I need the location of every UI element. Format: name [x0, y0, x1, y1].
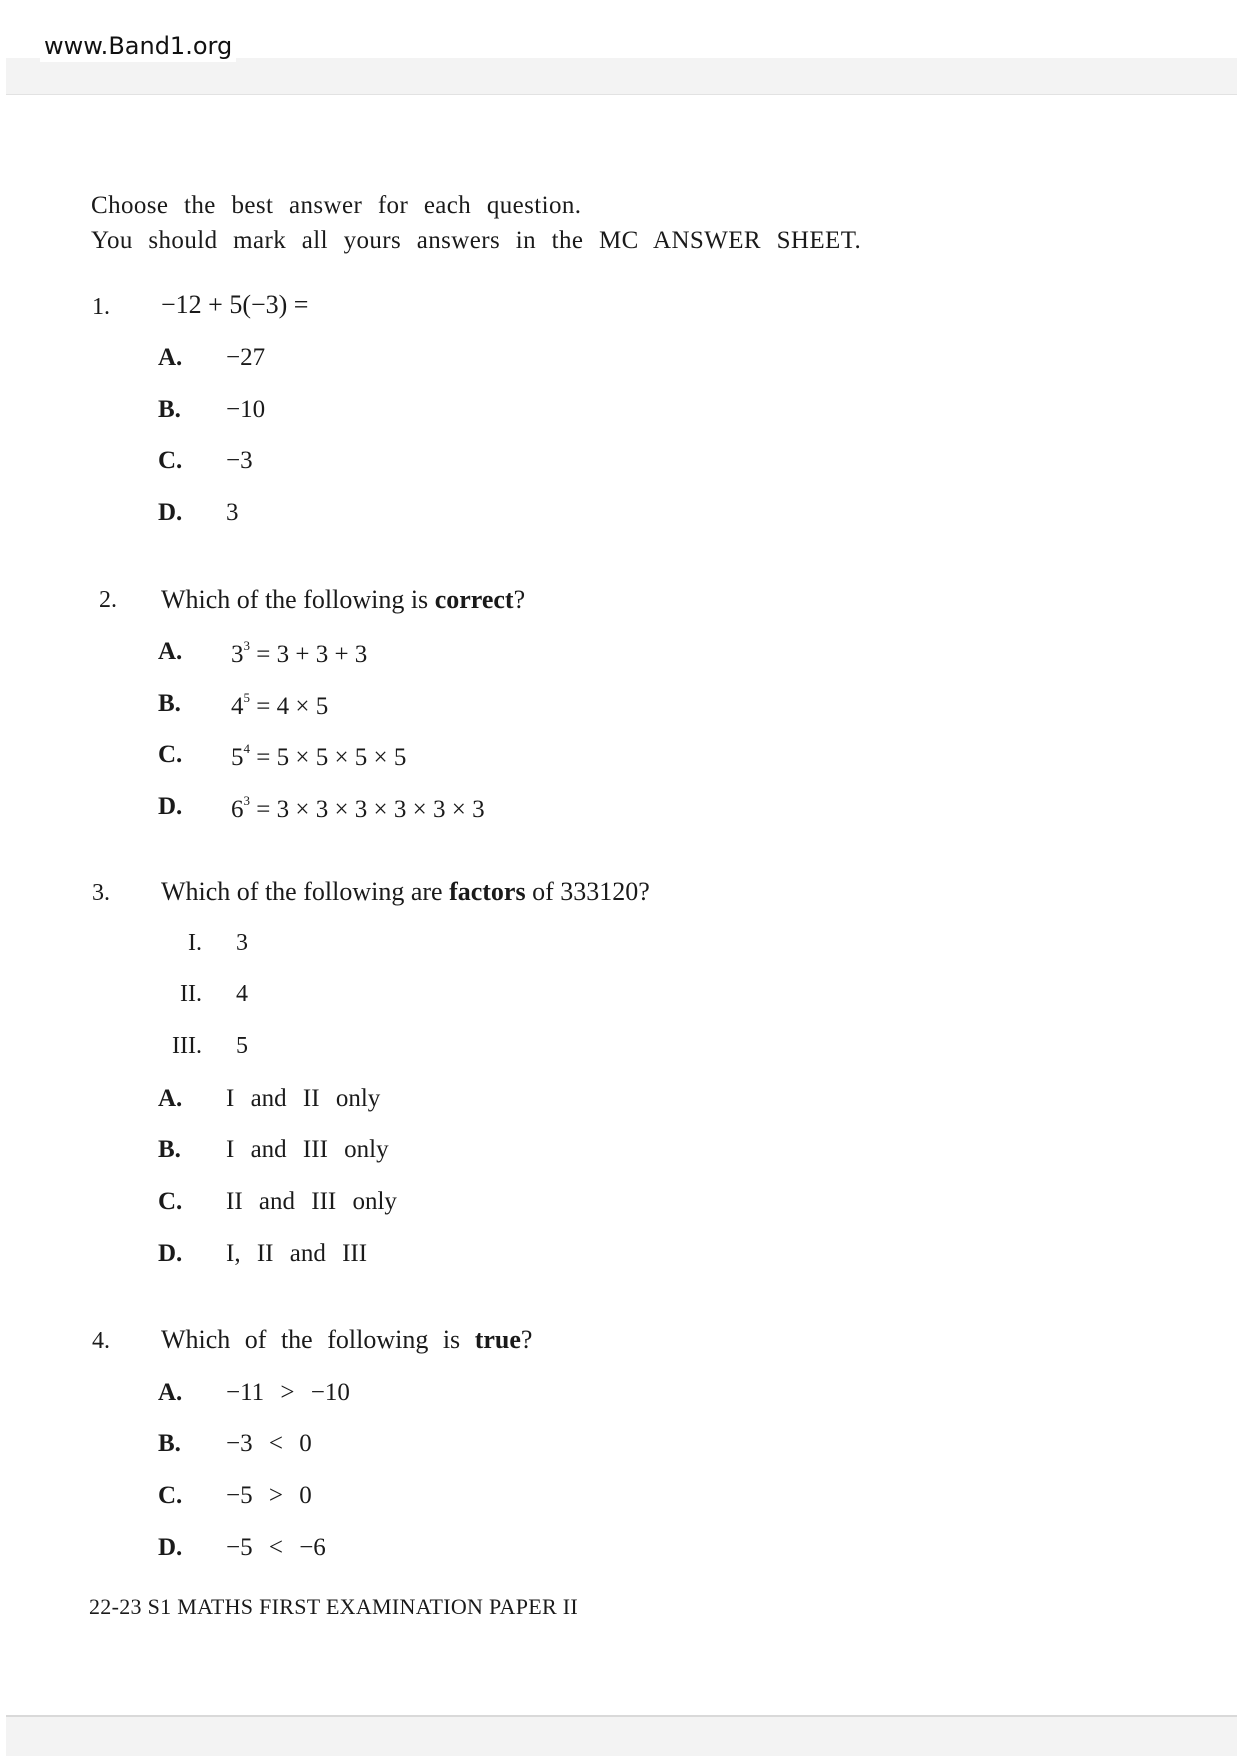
- option-value: −11 > −10: [226, 1379, 350, 1406]
- option-value: $5^4 = 5 \times 5 \times 5 \times 5$: [231, 741, 407, 771]
- option-label: A.: [158, 1085, 183, 1112]
- q3-option-a[interactable]: [0, 1085, 800, 1125]
- q1-option-c[interactable]: [0, 447, 800, 487]
- statement-label: II.: [180, 981, 202, 1007]
- q4-option-a[interactable]: [0, 1379, 800, 1419]
- question-text: Which of the following is correct?: [161, 585, 526, 614]
- q1-option-d[interactable]: [0, 499, 800, 539]
- option-value: I and II only: [226, 1085, 381, 1112]
- bottom-scan-band: [6, 1715, 1237, 1756]
- option-label: C.: [158, 741, 183, 768]
- option-label: C.: [158, 1482, 183, 1509]
- option-label: D.: [158, 499, 183, 526]
- option-label: D.: [158, 793, 183, 820]
- instruction-line-2: You should mark all yours answers in the MC ANSWER SHEET.: [91, 227, 862, 254]
- option-value: −10: [226, 396, 266, 423]
- statement-value: 4: [236, 981, 248, 1007]
- option-label: B.: [158, 396, 181, 423]
- statement-label: I.: [188, 930, 202, 956]
- option-label: D.: [158, 1534, 183, 1561]
- statement-value: 3: [236, 930, 248, 956]
- option-value: −5 < −6: [226, 1534, 326, 1561]
- q2-option-b[interactable]: [0, 690, 800, 730]
- page-footer: 22-23 S1 MATHS FIRST EXAMINATION PAPER II: [89, 1594, 579, 1619]
- option-value: −27: [226, 344, 266, 371]
- instructions: [91, 188, 861, 258]
- question-number: 3.: [92, 880, 110, 906]
- option-value: I, II and III: [226, 1240, 368, 1267]
- option-value: II and III only: [226, 1188, 397, 1215]
- question-number: 1.: [92, 294, 110, 320]
- question-number: 4.: [92, 1328, 110, 1354]
- q2-option-d[interactable]: [0, 793, 800, 833]
- q4-option-d[interactable]: [0, 1534, 800, 1574]
- option-value: $4^5 = 4 \times 5$: [231, 690, 329, 720]
- q3-option-d[interactable]: [0, 1240, 800, 1280]
- option-label: B.: [158, 1136, 181, 1163]
- option-label: A.: [158, 1379, 183, 1406]
- q3-statement-iii: [0, 1033, 800, 1073]
- q1-option-a[interactable]: [0, 344, 800, 384]
- option-value: −3: [226, 447, 253, 474]
- q4-option-b[interactable]: [0, 1430, 800, 1470]
- option-value: −3 < 0: [226, 1430, 312, 1457]
- q4-option-c[interactable]: [0, 1482, 800, 1522]
- option-label: A.: [158, 638, 183, 665]
- option-label: D.: [158, 1240, 183, 1267]
- statement-label: III.: [172, 1033, 202, 1059]
- question-text: Which of the following are factors of 333120?: [161, 877, 650, 906]
- question-text: Which of the following is true?: [161, 1325, 533, 1354]
- option-value: −5 > 0: [226, 1482, 312, 1509]
- q2-option-c[interactable]: [0, 741, 800, 781]
- option-value: $3^3 = 3 + 3 + 3$: [231, 638, 368, 668]
- option-value: $6^3 = 3 \times 3 \times 3 \times 3 \times 3 \times 3$: [231, 793, 485, 823]
- instruction-line-1: Choose the best answer for each question.: [91, 192, 582, 219]
- option-value: 3: [226, 499, 239, 526]
- option-label: C.: [158, 447, 183, 474]
- question-text: −12 + 5(−3) =: [161, 290, 309, 319]
- q3-option-c[interactable]: [0, 1188, 800, 1228]
- q1-option-b[interactable]: [0, 396, 800, 436]
- site-watermark: www.Band1.org: [40, 30, 236, 62]
- question-number: 2.: [99, 587, 117, 613]
- option-value: I and III only: [226, 1136, 389, 1163]
- q3-statement-i: [0, 930, 800, 970]
- statement-value: 5: [236, 1033, 248, 1059]
- q3-statement-ii: [0, 981, 800, 1021]
- option-label: C.: [158, 1188, 183, 1215]
- option-label: A.: [158, 344, 183, 371]
- option-label: B.: [158, 1430, 181, 1457]
- q2-option-a[interactable]: [0, 638, 800, 678]
- q3-option-b[interactable]: [0, 1136, 800, 1176]
- option-label: B.: [158, 690, 181, 717]
